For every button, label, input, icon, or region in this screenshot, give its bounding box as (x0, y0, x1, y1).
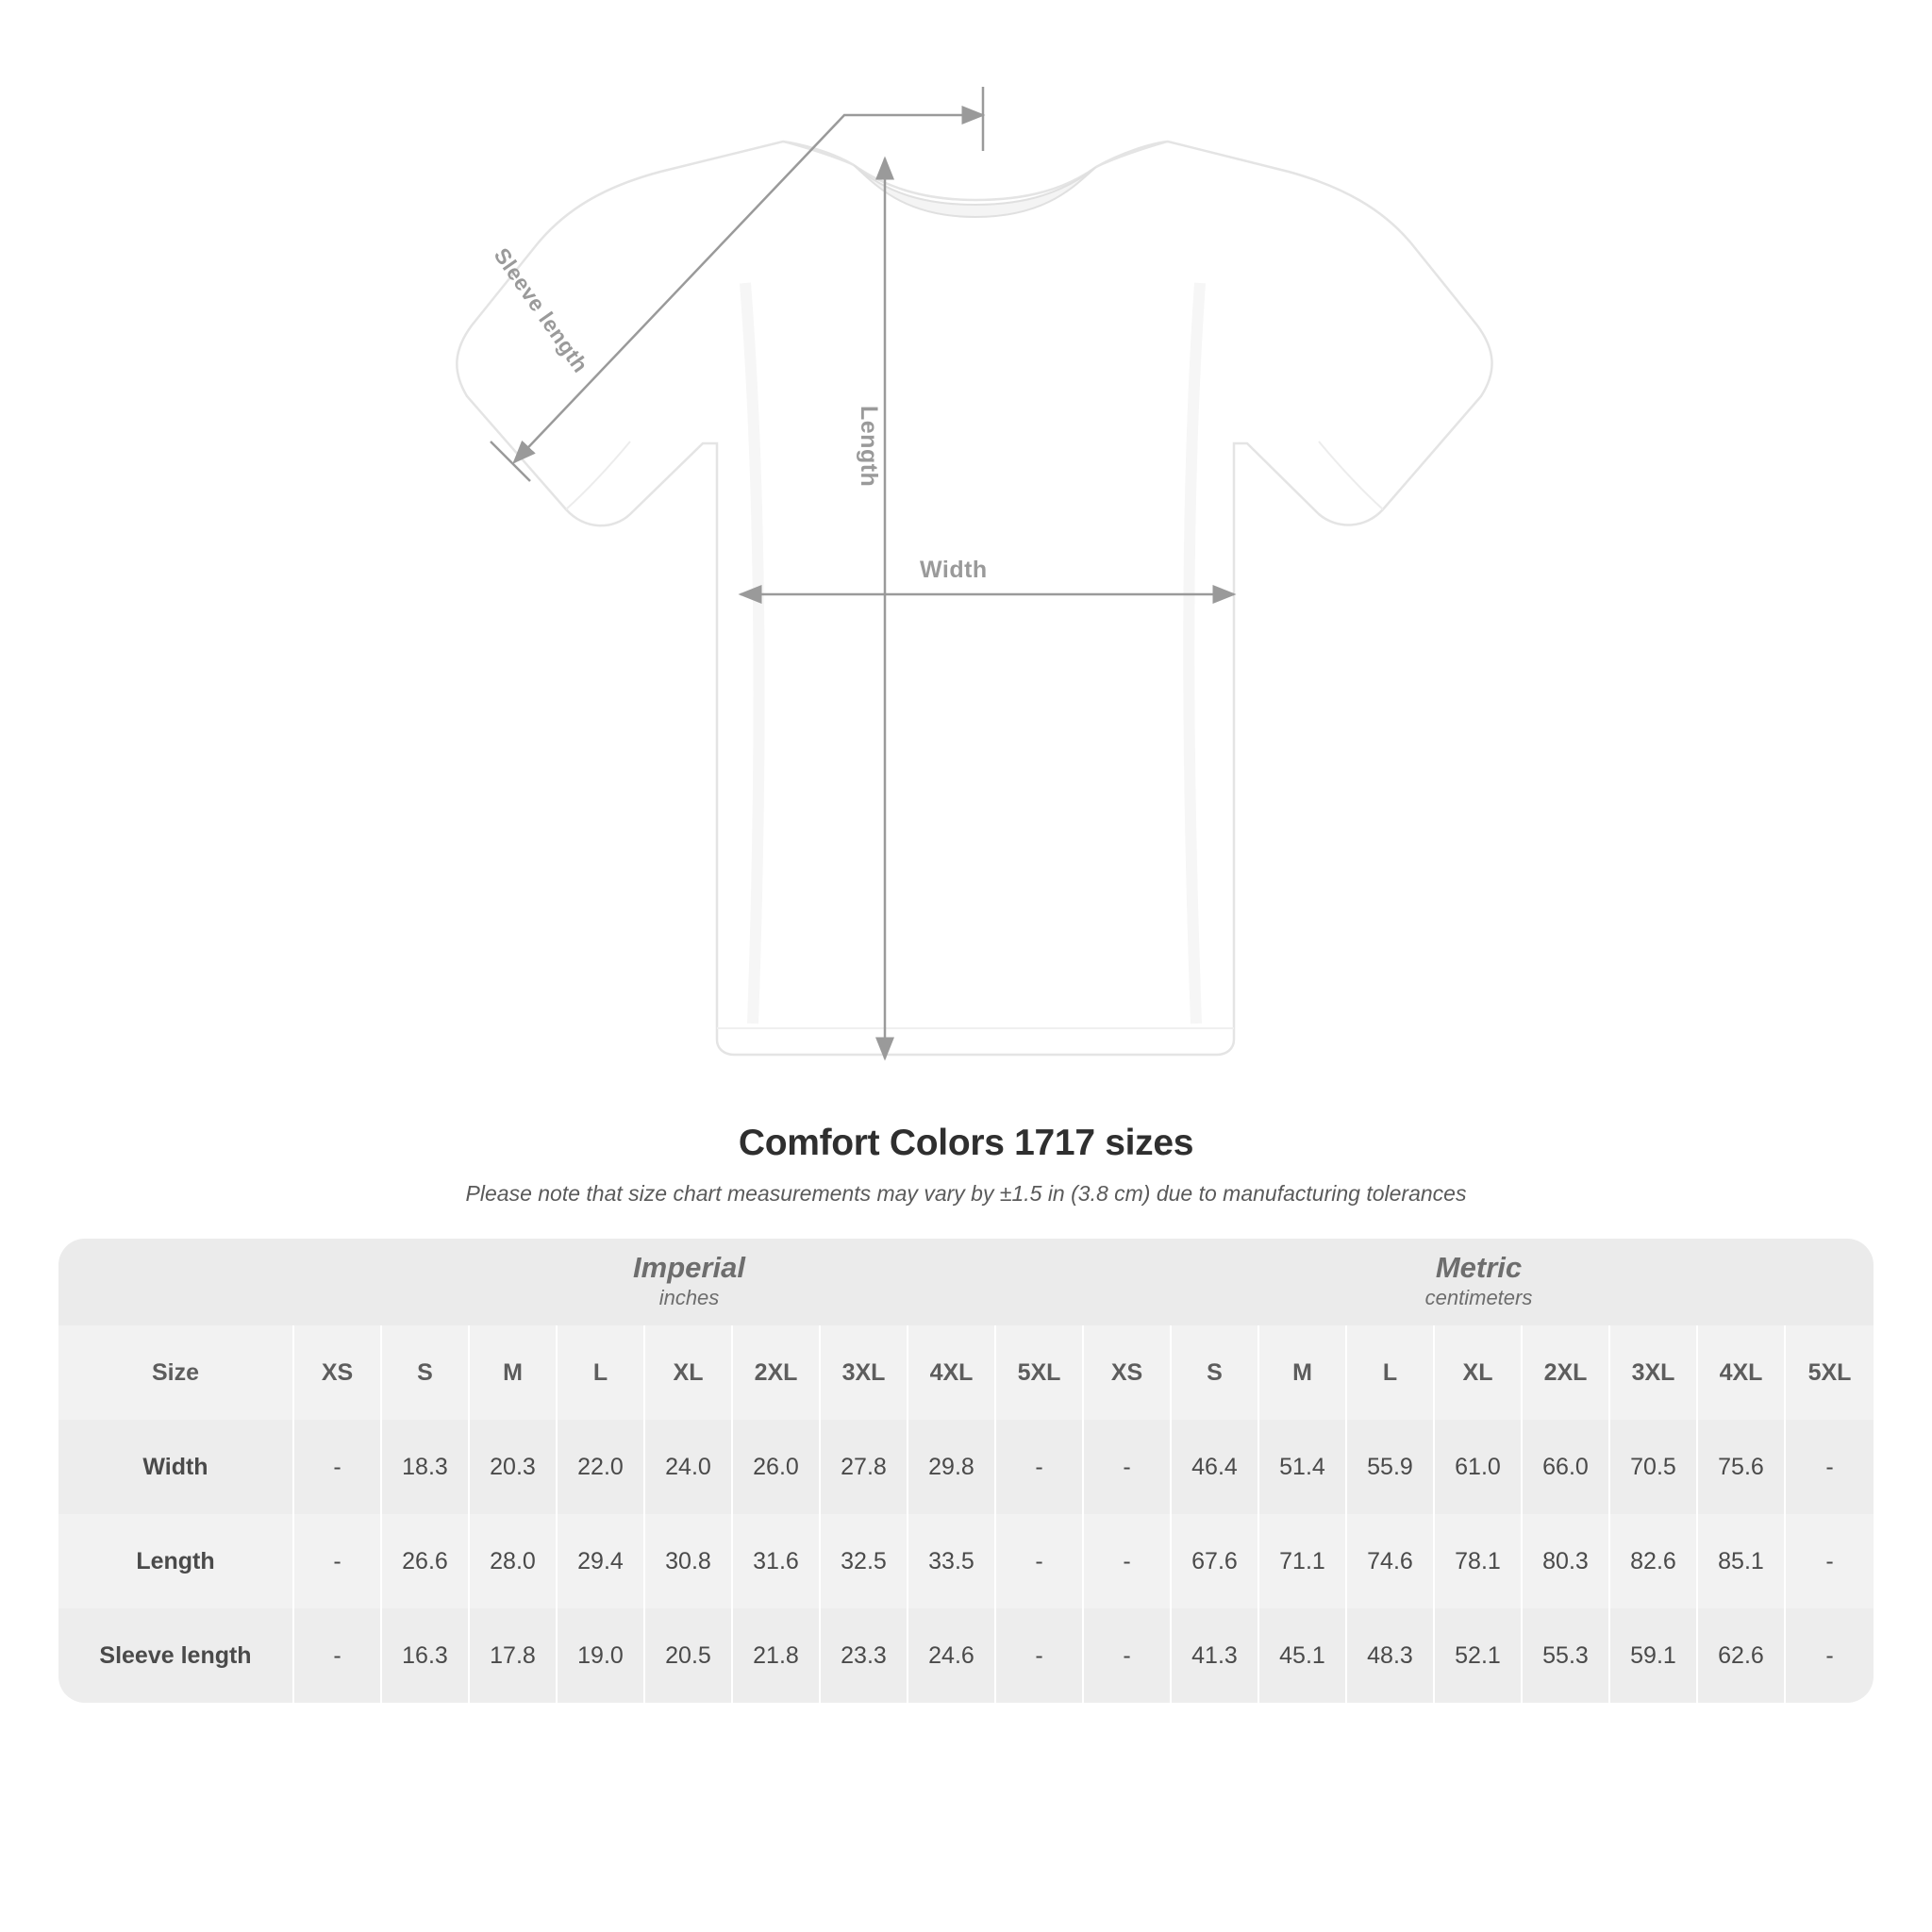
cell-length-imperial-s: 26.6 (382, 1514, 470, 1608)
size-table-container (0, 1239, 1932, 1703)
size-col-metric-5xl: 5XL (1786, 1325, 1874, 1420)
cell-sleeve-metric-4xl: 62.6 (1698, 1608, 1786, 1703)
cell-width-imperial-s: 18.3 (382, 1420, 470, 1514)
cell-length-metric-2xl: 80.3 (1523, 1514, 1610, 1608)
cell-sleeve-imperial-2xl: 21.8 (733, 1608, 821, 1703)
cell-sleeve-metric-s: 41.3 (1172, 1608, 1259, 1703)
cell-sleeve-imperial-5xl: - (996, 1608, 1084, 1703)
cell-width-metric-xl: 61.0 (1435, 1420, 1523, 1514)
cell-width-imperial-4xl: 29.8 (908, 1420, 996, 1514)
unit-sub-metric: centimeters (1424, 1286, 1533, 1310)
size-header-label: Size (58, 1325, 294, 1420)
cell-length-imperial-xl: 30.8 (645, 1514, 733, 1608)
cell-width-imperial-2xl: 26.0 (733, 1420, 821, 1514)
width-dimension-label: Width (920, 557, 988, 583)
unit-header-spacer (58, 1239, 294, 1325)
cell-length-metric-5xl: - (1786, 1514, 1874, 1608)
size-col-metric-l: L (1347, 1325, 1435, 1420)
cell-length-metric-l: 74.6 (1347, 1514, 1435, 1608)
page-title: Comfort Colors 1717 sizes (738, 1123, 1194, 1163)
size-col-metric-xl: XL (1435, 1325, 1523, 1420)
unit-header-metric (1084, 1239, 1874, 1325)
size-col-metric-xs: XS (1084, 1325, 1172, 1420)
tolerance-note: Please note that size chart measurements may vary by ±1.5 in (3.8 cm) due to manufacturing tolerances (465, 1181, 1467, 1206)
length-dimension-label: Length (856, 406, 882, 488)
cell-sleeve-imperial-xs: - (294, 1608, 382, 1703)
cell-length-imperial-l: 29.4 (558, 1514, 645, 1608)
row-label-sleeve-length: Sleeve length (58, 1608, 294, 1703)
cell-length-imperial-m: 28.0 (470, 1514, 558, 1608)
cell-sleeve-metric-l: 48.3 (1347, 1608, 1435, 1703)
title-block (0, 1123, 1932, 1207)
size-col-imperial-2xl: 2XL (733, 1325, 821, 1420)
cell-length-metric-4xl: 85.1 (1698, 1514, 1786, 1608)
cell-width-metric-2xl: 66.0 (1523, 1420, 1610, 1514)
row-label-length: Length (58, 1514, 294, 1608)
cell-width-imperial-l: 22.0 (558, 1420, 645, 1514)
cell-length-metric-xs: - (1084, 1514, 1172, 1608)
cell-width-imperial-3xl: 27.8 (821, 1420, 908, 1514)
cell-width-imperial-xl: 24.0 (645, 1420, 733, 1514)
size-col-metric-m: M (1259, 1325, 1347, 1420)
unit-name-metric: Metric (1435, 1250, 1523, 1284)
table-row (58, 1514, 1874, 1608)
cell-sleeve-metric-5xl: - (1786, 1608, 1874, 1703)
cell-length-metric-m: 71.1 (1259, 1514, 1347, 1608)
cell-width-imperial-xs: - (294, 1420, 382, 1514)
cell-sleeve-imperial-xl: 20.5 (645, 1608, 733, 1703)
size-col-imperial-m: M (470, 1325, 558, 1420)
tshirt-shape (457, 142, 1491, 1055)
size-col-imperial-xl: XL (645, 1325, 733, 1420)
cell-length-metric-xl: 78.1 (1435, 1514, 1523, 1608)
unit-sub-imperial: inches (658, 1286, 720, 1310)
size-col-metric-3xl: 3XL (1610, 1325, 1698, 1420)
cell-length-imperial-xs: - (294, 1514, 382, 1608)
size-col-imperial-xs: XS (294, 1325, 382, 1420)
cell-sleeve-metric-m: 45.1 (1259, 1608, 1347, 1703)
cell-sleeve-metric-2xl: 55.3 (1523, 1608, 1610, 1703)
unit-header-row (58, 1239, 1874, 1325)
size-col-imperial-l: L (558, 1325, 645, 1420)
cell-length-metric-s: 67.6 (1172, 1514, 1259, 1608)
row-label-width: Width (58, 1420, 294, 1514)
cell-width-metric-xs: - (1084, 1420, 1172, 1514)
cell-width-metric-3xl: 70.5 (1610, 1420, 1698, 1514)
size-col-imperial-3xl: 3XL (821, 1325, 908, 1420)
table-row (58, 1608, 1874, 1703)
cell-width-metric-4xl: 75.6 (1698, 1420, 1786, 1514)
cell-sleeve-imperial-4xl: 24.6 (908, 1608, 996, 1703)
cell-sleeve-metric-xs: - (1084, 1608, 1172, 1703)
size-col-metric-s: S (1172, 1325, 1259, 1420)
cell-width-metric-m: 51.4 (1259, 1420, 1347, 1514)
cell-sleeve-imperial-3xl: 23.3 (821, 1608, 908, 1703)
size-header-row (58, 1325, 1874, 1420)
cell-length-imperial-4xl: 33.5 (908, 1514, 996, 1608)
cell-sleeve-imperial-s: 16.3 (382, 1608, 470, 1703)
cell-sleeve-metric-3xl: 59.1 (1610, 1608, 1698, 1703)
size-col-metric-4xl: 4XL (1698, 1325, 1786, 1420)
size-col-metric-2xl: 2XL (1523, 1325, 1610, 1420)
size-col-imperial-s: S (382, 1325, 470, 1420)
cell-width-metric-5xl: - (1786, 1420, 1874, 1514)
cell-length-imperial-2xl: 31.6 (733, 1514, 821, 1608)
sleeve-length-dimension-label: Sleeve length (489, 243, 593, 377)
cell-length-metric-3xl: 82.6 (1610, 1514, 1698, 1608)
size-table (58, 1239, 1874, 1703)
cell-sleeve-imperial-l: 19.0 (558, 1608, 645, 1703)
cell-length-imperial-5xl: - (996, 1514, 1084, 1608)
unit-name-imperial: Imperial (633, 1250, 745, 1284)
cell-sleeve-metric-xl: 52.1 (1435, 1608, 1523, 1703)
cell-width-metric-s: 46.4 (1172, 1420, 1259, 1514)
unit-header-imperial (294, 1239, 1084, 1325)
table-row (58, 1420, 1874, 1514)
size-col-imperial-5xl: 5XL (996, 1325, 1084, 1420)
cell-width-imperial-m: 20.3 (470, 1420, 558, 1514)
size-col-imperial-4xl: 4XL (908, 1325, 996, 1420)
cell-sleeve-imperial-m: 17.8 (470, 1608, 558, 1703)
cell-length-imperial-3xl: 32.5 (821, 1514, 908, 1608)
cell-width-imperial-5xl: - (996, 1420, 1084, 1514)
cell-width-metric-l: 55.9 (1347, 1420, 1435, 1514)
